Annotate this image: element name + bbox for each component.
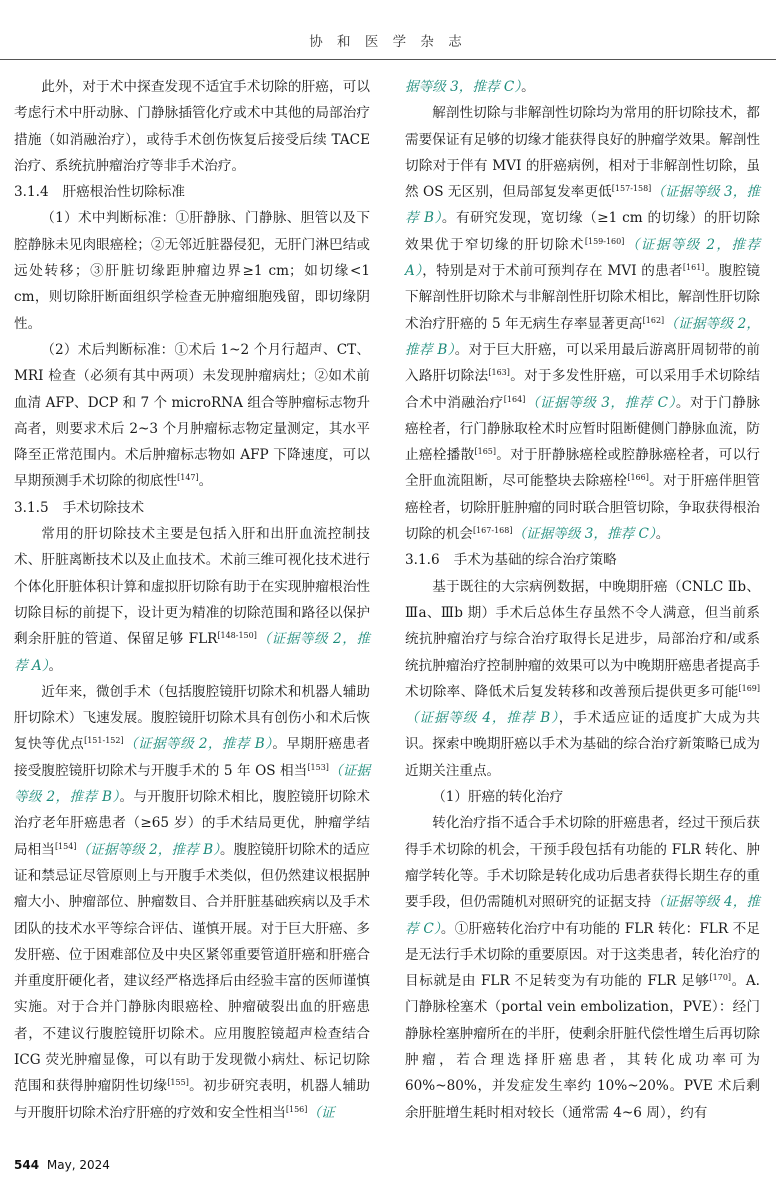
citation: [157-158] [611, 184, 652, 194]
page-footer [14, 1158, 110, 1172]
citation: [161] [682, 263, 705, 273]
citation: [162] [642, 315, 665, 325]
section-heading-3-1-5: 3.1.5 手术切除技术 [14, 499, 145, 516]
citation: [147] [177, 473, 199, 483]
journal-title: 协 和 医 学 杂 志 [309, 34, 467, 50]
citation: [163] [488, 368, 510, 378]
evidence-level: （证据等级 2，推荐 B） [405, 315, 760, 358]
paragraph: 据等级 3，推荐 C）。 [405, 79, 535, 95]
paragraph: 转化治疗指不适合手术切除的肝癌患者，经过干预后获得手术切除的机会，干预手段包括有功能的 FLR 转化、肿瘤学转化等。手术切除是转化成功后患者获得长期生存的重要手段，但仍需随机对照研究的证据支持（证据等级 4，推荐 C）。①肝癌转化治疗中有功能的 FLR 转化：FLR 不足是无法行手术切除的重要原因。对于这类患者，转化治疗的目标就是由 FLR 不足转变为有功能的 FLR 足够[170]。A. 门静脉栓塞术（portal vein embolization，PVE）：经门静脉栓塞肿瘤所在的半肝，使剩余肝脏代偿性增生后再切除肿瘤，若合理选择肝癌患者，其转化成功率可为 60%~80%，并发症发生率约 10%~20%。PVE 术后剩余肝脏增生耗时相对较长（通常需 4~6 周），约有 [405, 815, 760, 1121]
paragraph: 基于既往的大宗病例数据，中晚期肝癌（CNLC Ⅱb、Ⅲa、Ⅲb 期）手术后总体生存虽然不令人满意，但当前系统抗肿瘤治疗与综合治疗取得长足进步，局部治疗和/或系统抗肿瘤治疗控制肿瘤的效果可以为中晚期肝癌患者提高手术切除率、降低术后复发转移和改善预后提供更多可能[169]（证据等级 4，推荐 B），手术适应证的适度扩大成为共识。探索中晚期肝癌以手术为基础的综合治疗新策略已成为近期关注重点。 [405, 578, 761, 779]
citation: [151-152] [84, 736, 124, 746]
section-heading-3-1-4: 3.1.4 肝癌根治性切除标准 [14, 184, 185, 201]
page-number: 544 [14, 1158, 40, 1172]
page-header [0, 0, 776, 60]
paragraph: 解剖性切除与非解剖性切除均为常用的肝切除技术，都需要保证有足够的切缘才能获得良好的肿瘤学效果。解剖性切除对于伴有 MVI 的肝癌病例，相对于非解剖性切除，虽然 OS 无区别，但局部复发率更低[157-158]（证据等级 3，推荐 B）。有研究发现，宽切缘（≥1 cm 的切缘）的肝切除效果优于窄切缘的肝切除术[159-160]（证据等级 2，推荐 A），特别是对于术前可预判存在 MVI 的患者[161]。腹腔镜下解剖性肝切除术与非解剖性肝切除术相比，解剖性肝切除术治疗肝癌的 5 年无病生存率显著更高[162]（证据等级 2，推荐 B）。对于巨大肝癌，可以采用最后游离肝周韧带的前入路肝切除法[163]。对于多发性肝癌，可以采用手术切除结合术中消融治疗[164]（证据等级 3，推荐 C）。对于门静脉癌栓者，行门静脉取栓术时应暂时阻断健侧门静脉血流，防止癌栓播散[165]。对于肝静脉癌栓或腔静脉癌栓者，可以行全肝血流阻断，尽可能整块去除癌栓[166]。对于肝癌伴胆管癌栓者，切除肝脏肿瘤的同时联合胆管切除，争取获得根治切除的机会[167-168]（证据等级 3，推荐 C）。 [405, 105, 761, 543]
citation: [165] [474, 447, 496, 457]
citation: [153] [307, 762, 329, 772]
citation: [170] [709, 973, 732, 983]
paragraph: （1）术中判断标准：①肝静脉、门静脉、胆管以及下腔静脉未见肉眼癌栓；②无邻近脏器侵犯，无肝门淋巴结或远处转移；③肝脏切缘距肿瘤边界≥1 cm；如切缘<1 cm，则切除肝断面组织学检查无肿瘤细胞残留，即切缘阴性。 [14, 210, 370, 332]
evidence-level: 据等级 3，推荐 C） [405, 79, 522, 95]
citation: [154] [54, 841, 77, 851]
evidence-level: （证据等级 2，推荐 B） [123, 736, 273, 753]
evidence-level: （证据等级 3，推荐 B） [405, 184, 760, 227]
citation: [155] [167, 1078, 189, 1088]
evidence-level: （证据等级 2，推荐 A） [14, 631, 370, 674]
evidence-level: （证据等级 3，推荐 C） [525, 394, 676, 411]
paragraph: 常用的肝切除技术主要是包括入肝和出肝血流控制技术、肝脏离断技术以及止血技术。术前三维可视化技术进行个体化肝脏体积计算和虚拟肝切除有助于在实现肿瘤根治性切除目标的前提下，设计更为精准的切除范围和路径以保护剩余肝脏的管道、保留足够 FLR[148-150]（证据等级 2，推荐 A）。 [14, 526, 370, 674]
evidence-level: （证据等级 3，推荐 C） [512, 526, 656, 543]
subheading-conversion-therapy: （1）肝癌的转化治疗 [432, 789, 564, 806]
citation: [159-160] [584, 236, 625, 246]
citation: [166] [627, 473, 649, 483]
header-divider [0, 59, 776, 60]
evidence-level: （证据等级 4，推荐 C） [405, 894, 760, 937]
paragraph: 近年来，微创手术（包括腹腔镜肝切除术和机器人辅助肝切除术）飞速发展。腹腔镜肝切除术具有创伤小和术后恢复快等优点[151-152]（证据等级 2，推荐 B）。早期肝癌患者接受腹腔镜肝切除术与开腹手术的 5 年 OS 相当[153]（证据等级 2，推荐 B）。与开腹肝切除术相比，腹腔镜肝切除术治疗老年肝癌患者（≥65 岁）的手术结局更优，肿瘤学结局相当[154]（证据等级 2，推荐 B）。腹腔镜肝切除术的适应证和禁忌证尽管原则上与开腹手术类似，但仍然建议根据肿瘤大小、肿瘤部位、肿瘤数目、合并肝脏基础疾病以及手术团队的技术水平等综合评估、谨慎开展。对于巨大肝癌、多发肝癌、位于困难部位及中央区紧邻重要管道肝癌和肝癌合并重度肝硬化者，建议经严格选择后由经验丰富的医师谨慎实施。对于合并门静脉肉眼癌栓、肿瘤破裂出血的肝癌患者，不建议行腹腔镜肝切除术。应用腹腔镜超声检查结合 ICG 荧光肿瘤显像，可以有助于发现微小病灶、标记切除范围和获得肿瘤阴性切缘[155]。初步研究表明，机器人辅助与开腹肝切除术治疗肝癌的疗效和安全性相当[156]（证 [14, 683, 371, 1121]
evidence-level: （证据等级 2，推荐 A） [405, 236, 760, 280]
citation: [164] [503, 394, 526, 404]
citation: [169] [738, 683, 760, 693]
paragraph: （2）术后判断标准：①术后 1~2 个月行超声、CT、MRI 检查（必须有其中两项）未发现肿瘤病灶；②如术前血清 AFP、DCP 和 7 个 microRNA 组合等肿瘤标志物升高者，则要求术后 2~3 个月肿瘤标志物定量测定，其水平降至正常范围内。术后肿瘤标志物如 AFP 下降速度，可以早期预测手术切除的彻底性[147]。 [14, 341, 370, 490]
citation: [167-168] [472, 526, 513, 536]
left-column [14, 74, 370, 1126]
evidence-level: （证 [307, 1104, 335, 1121]
section-heading-3-1-6: 3.1.6 手术为基础的综合治疗策略 [405, 552, 617, 569]
evidence-level: （证据等级 2，推荐 B） [14, 762, 371, 806]
evidence-level: （证据等级 4，推荐 B） [405, 710, 559, 727]
paragraph: 此外，对于术中探查发现不适宜手术切除的肝癌，可以考虑行术中肝动脉、门静脉插管化疗或术中其他的局部治疗措施（如消融治疗），或待手术创伤恢复后接受后续 TACE 治疗、系统抗肿瘤治疗等非手术治疗。 [14, 79, 370, 174]
right-column [405, 74, 760, 1126]
citation: [156] [285, 1104, 308, 1114]
citation: [148-150] [217, 631, 257, 641]
evidence-level: （证据等级 2，推荐 B） [76, 841, 220, 858]
issue-date: May, 2024 [46, 1158, 110, 1172]
